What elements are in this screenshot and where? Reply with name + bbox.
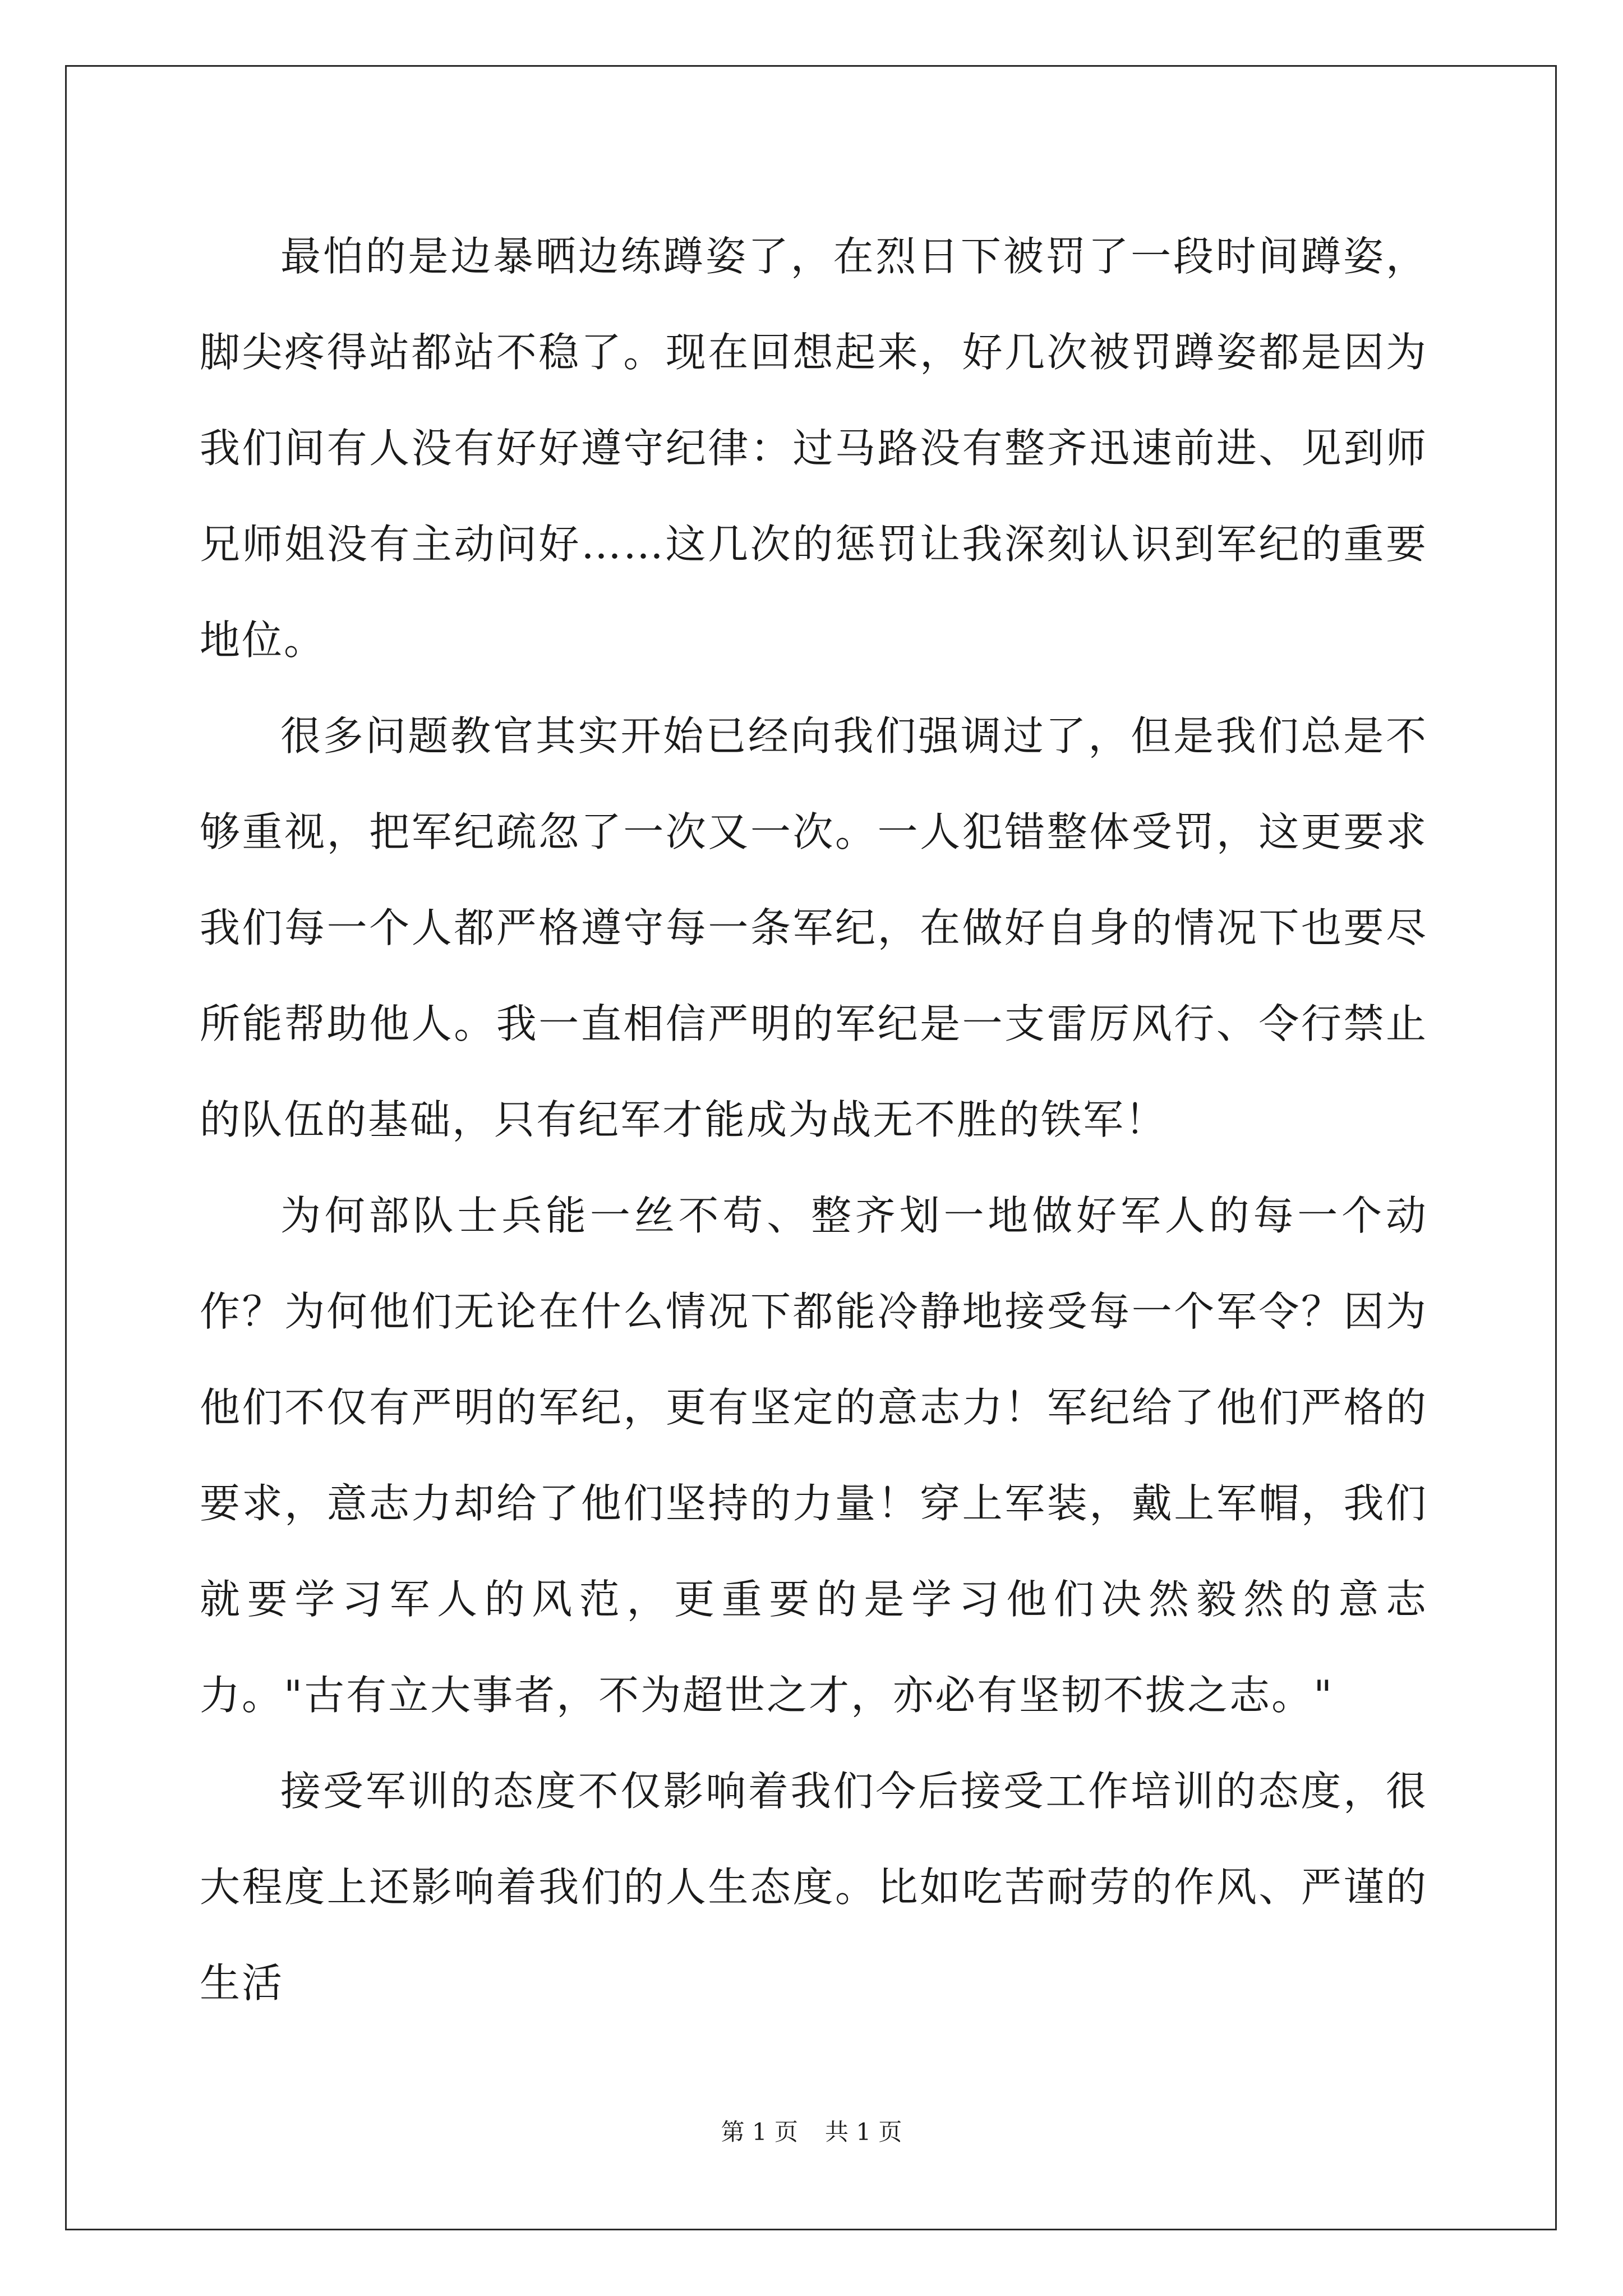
page-total: 共 1 页 [825,2118,902,2146]
page-footer [0,2118,1623,2146]
paragraph-2: 很多问题教官其实开始已经向我们强调过了，但是我们总是不够重视，把军纪疏忽了一次又一次。一人犯错整体受罚，这更要求我们每一个人都严格遵守每一条军纪，在做好自身的情况下也要尽所能帮助他人。我一直相信严明的军纪是一支雷厉风行、令行禁止的队伍的基础，只有纪军才能成为战无不胜的铁军！ [200,712,1428,1143]
document-body [200,209,1428,2031]
paragraph-3: 为何部队士兵能一丝不苟、整齐划一地做好军人的每一个动作？为何他们无论在什么情况下都能冷静地接受每一个军令？因为他们不仅有严明的军纪，更有坚定的意志力！军纪给了他们严格的要求，意志力却给了他们坚持的力量！穿上军装，戴上军帽，我们就要学习军人的风范，更重要的是学习他们决然毅然的意志力。"古有立大事者，不为超世之才，亦必有坚韧不拔之志。" [200,1192,1428,1719]
paragraph-1: 最怕的是边暴晒边练蹲姿了，在烈日下被罚了一段时间蹲姿，脚尖疼得站都站不稳了。现在回想起来，好几次被罚蹲姿都是因为我们间有人没有好好遵守纪律：过马路没有整齐迅速前进、见到师兄师姐没有主动问好……这几次的惩罚让我深刻认识到军纪的重要地位。 [200,233,1428,664]
paragraph-4: 接受军训的态度不仅影响着我们今后接受工作培训的态度，很大程度上还影响着我们的人生态度。比如吃苦耐劳的作风、严谨的生活 [200,1768,1428,2007]
page-number: 第 1 页 [721,2118,798,2146]
